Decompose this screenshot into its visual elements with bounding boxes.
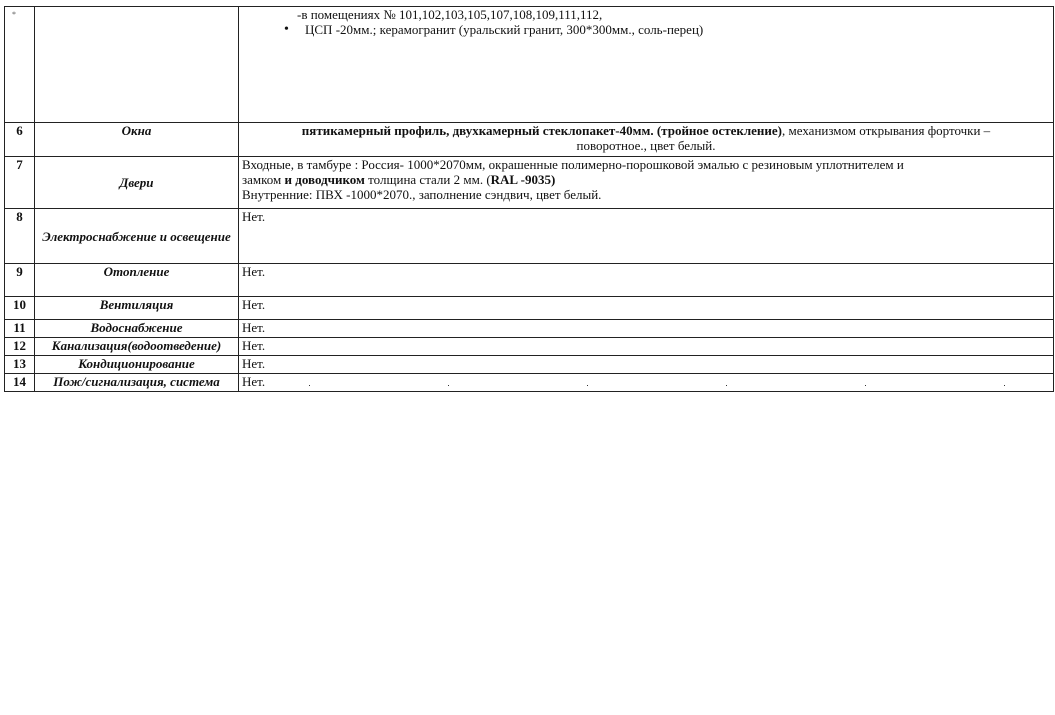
specification-table <box>4 6 1054 392</box>
floor-material-text: ЦСП -20мм.; керамогранит (уральский гранит, 300*300мм., соль-перец) <box>305 22 704 37</box>
doors-desc-line1: Входные, в тамбуре : Россия- 1000*2070мм, окрашенные полимерно-порошковой эмалью с резиновым уплотнителем и <box>242 157 904 172</box>
table-row-air-conditioning <box>5 356 1054 374</box>
row-name: Кондиционирование <box>35 356 239 374</box>
table-row-continuation <box>5 7 1054 123</box>
list-item <box>284 22 1050 37</box>
row-number: 14 <box>5 374 35 392</box>
row-name: Отопление <box>35 264 239 297</box>
row-number: 8 <box>5 209 35 264</box>
table-row-power <box>5 209 1054 264</box>
doors-text-d: RAL -9035) <box>490 172 556 187</box>
row-name-cell <box>35 7 239 123</box>
windows-desc-bold: пятикамерный профиль, двухкамерный стеклопакет-40мм. (тройное остекление) <box>301 123 783 138</box>
asterisk-mark: * <box>12 10 16 19</box>
row-name: Вентиляция <box>35 297 239 320</box>
row-name: Пож/сигнализация, система <box>35 374 239 392</box>
table-row-sewerage <box>5 338 1054 356</box>
row-number: 13 <box>5 356 35 374</box>
rooms-list-text: -в помещениях № 101,102,103,105,107,108,109,111,112, <box>297 7 603 22</box>
row-name: Канализация(водоотведение) <box>35 338 239 356</box>
doors-text-c: толщина стали 2 мм. ( <box>364 172 491 187</box>
doors-text-a: замком <box>242 172 285 187</box>
doors-desc-line3: Внутренние: ПВХ -1000*2070., заполнение сэндвич, цвет белый. <box>242 187 602 202</box>
bullet-list <box>242 22 1050 37</box>
row-description-cell <box>239 7 1054 123</box>
row-description: Нет. <box>239 264 1054 297</box>
scan-specks <box>265 374 1005 389</box>
table-row-fire-alarm <box>5 374 1054 392</box>
row-description: Нет. <box>239 209 1054 264</box>
table-row-water-supply <box>5 320 1054 338</box>
row-number: 12 <box>5 338 35 356</box>
row-description <box>239 157 1054 209</box>
row-name: Электроснабжение и освещение <box>35 209 239 264</box>
row-number-cell <box>5 7 35 123</box>
row-name: Окна <box>35 123 239 157</box>
windows-desc-rest: , механизмом открывания форточки – <box>782 123 991 138</box>
row-description <box>239 123 1054 157</box>
table-row-windows <box>5 123 1054 157</box>
row-description: Нет. <box>239 338 1054 356</box>
bullet-icon: • <box>284 22 289 37</box>
row-name: Водоснабжение <box>35 320 239 338</box>
table-row-heating <box>5 264 1054 297</box>
row-number: 10 <box>5 297 35 320</box>
table-row-doors <box>5 157 1054 209</box>
row-description <box>239 374 1054 392</box>
fire-alarm-desc: Нет. <box>242 374 266 389</box>
row-number: 6 <box>5 123 35 157</box>
doors-text-b: и доводчиком <box>284 172 365 187</box>
row-description: Нет. <box>239 297 1054 320</box>
row-number: 7 <box>5 157 35 209</box>
row-description: Нет. <box>239 320 1054 338</box>
table-row-ventilation <box>5 297 1054 320</box>
windows-desc-line2: поворотное., цвет белый. <box>576 138 716 153</box>
row-number: 11 <box>5 320 35 338</box>
doors-desc-line2 <box>242 172 1050 187</box>
row-description: Нет. <box>239 356 1054 374</box>
row-name: Двери <box>35 157 239 209</box>
row-number: 9 <box>5 264 35 297</box>
